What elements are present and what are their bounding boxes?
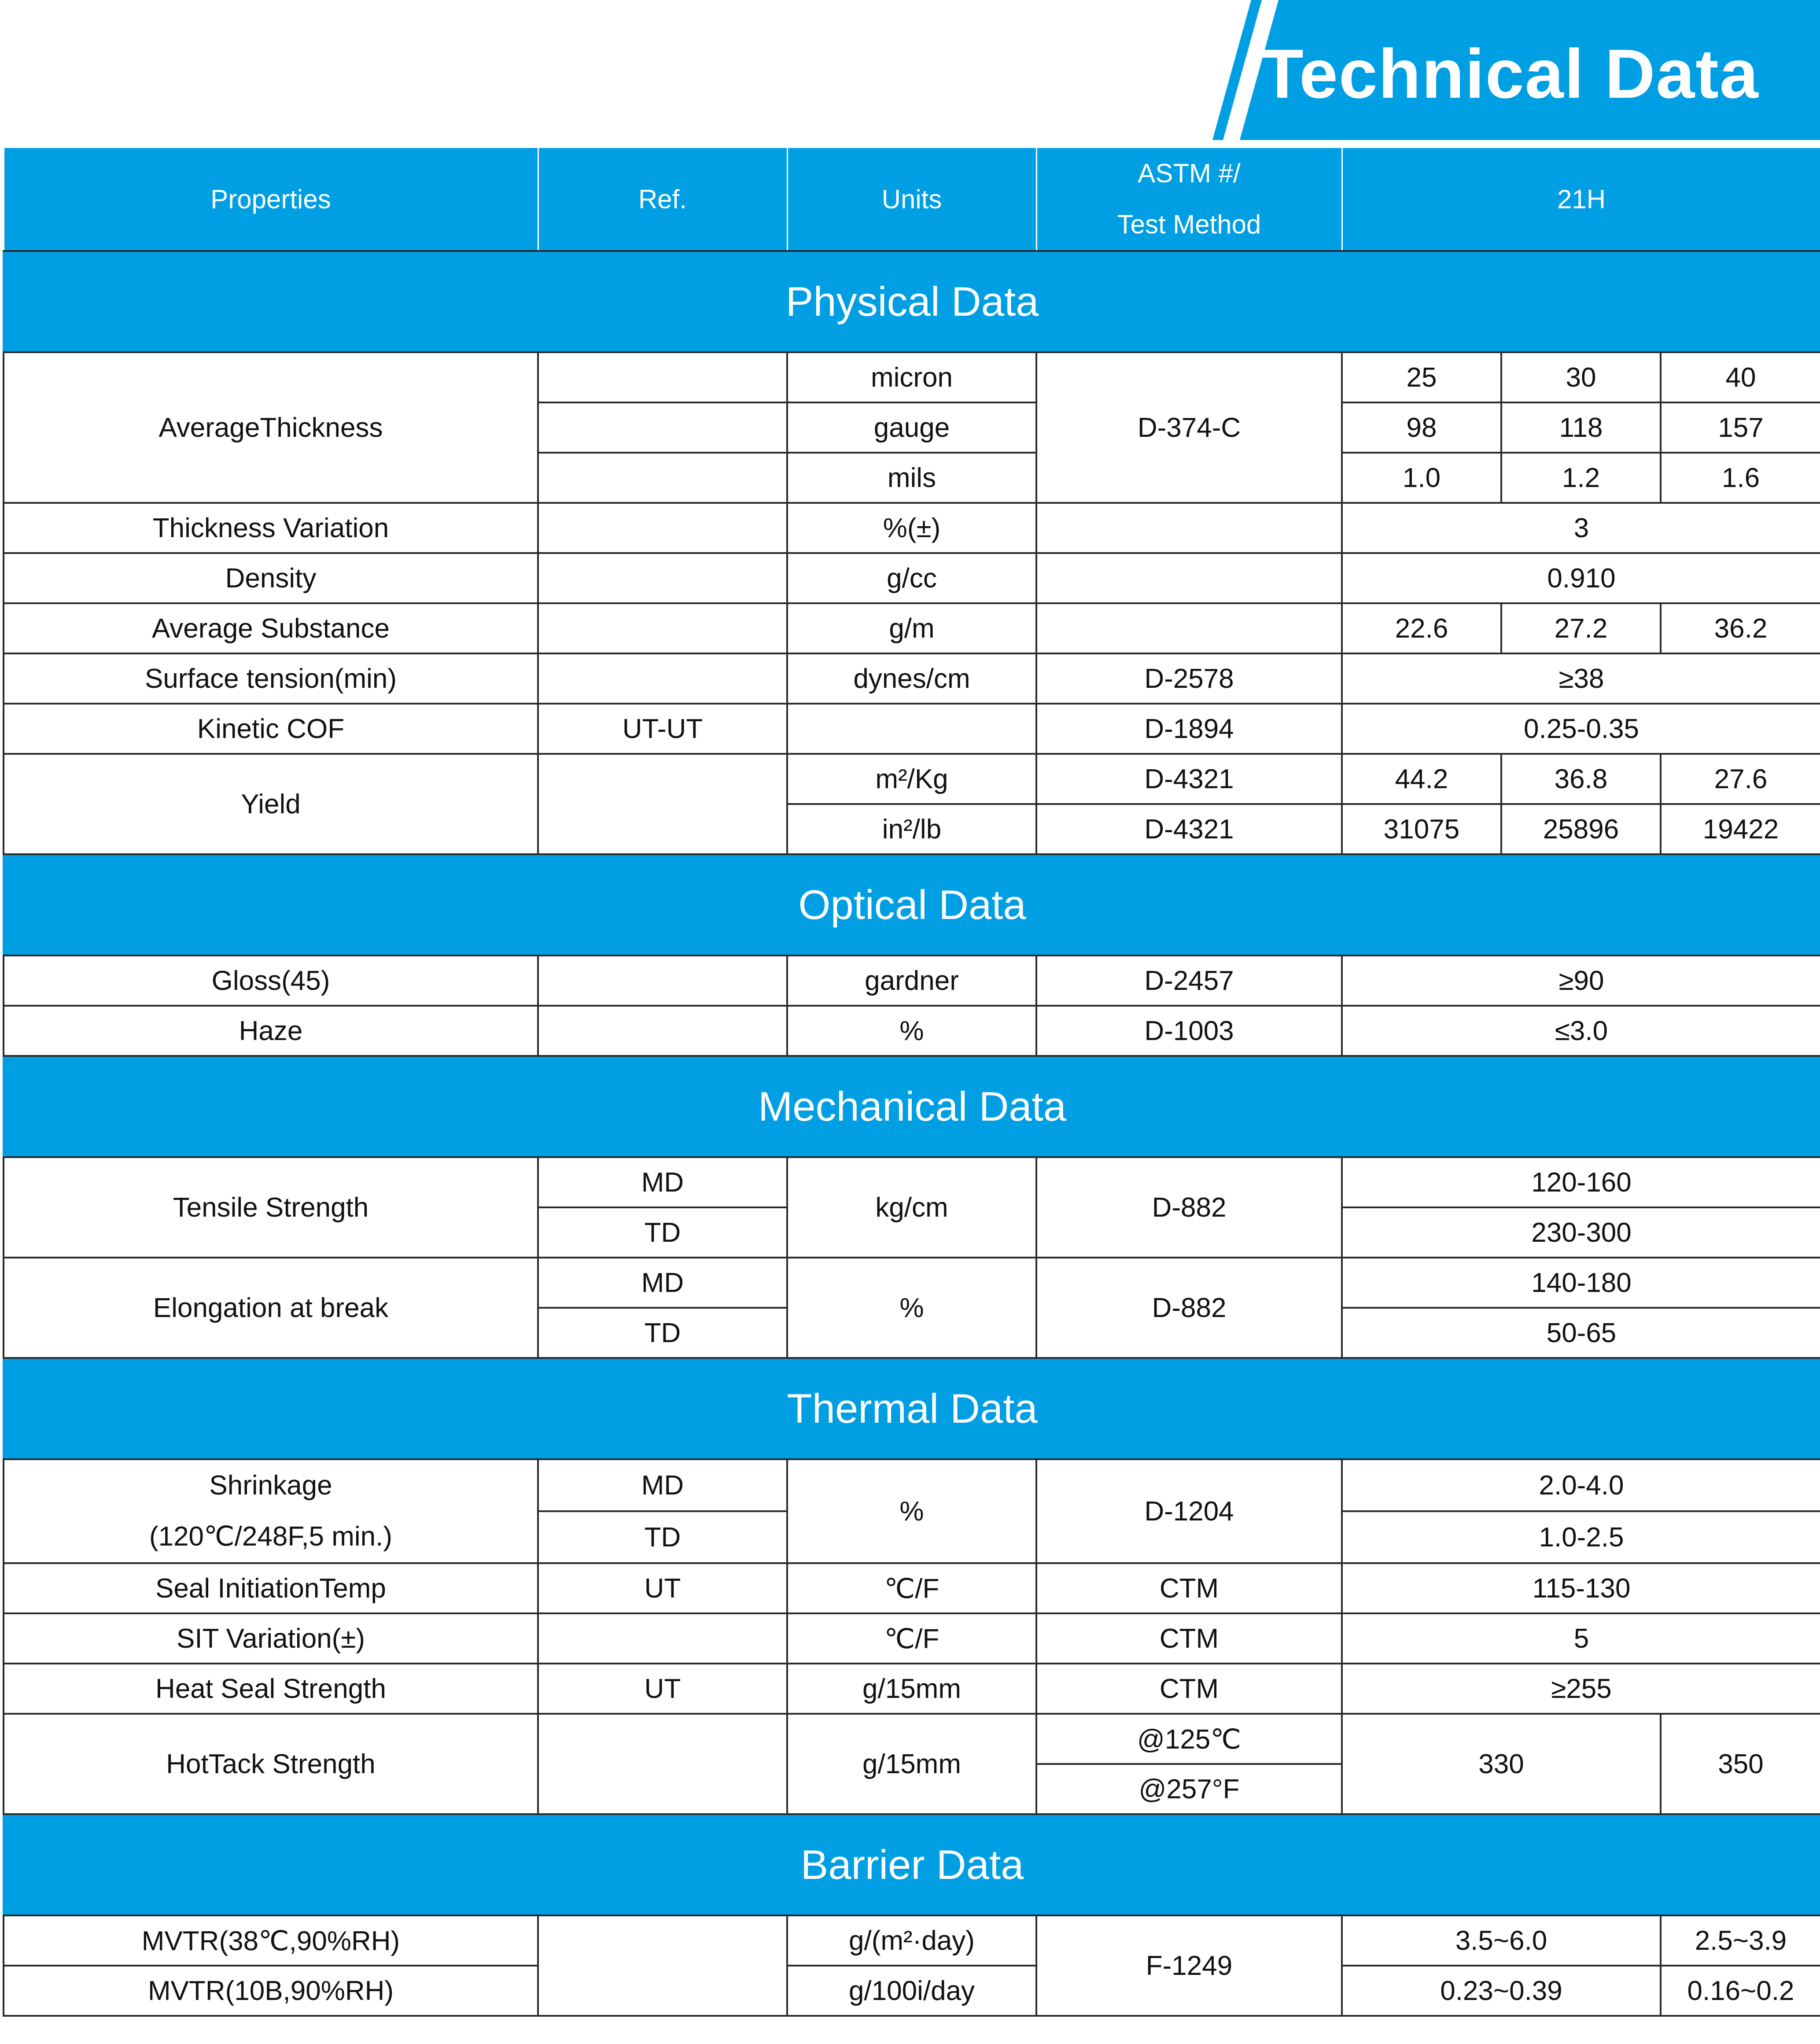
section-title-mechanical: Mechanical Data (4, 1056, 1820, 1157)
method-cell: D-882 (1036, 1157, 1342, 1258)
method-cell (1036, 553, 1342, 603)
method-cell: D-4321 (1036, 754, 1342, 804)
value-cell: 36.8 (1501, 754, 1661, 804)
method-cell: @125℃ (1036, 1714, 1342, 1764)
section-title-thermal: Thermal Data (4, 1358, 1820, 1459)
property-label: Kinetic COF (4, 704, 538, 754)
value-cell: 31075 (1342, 804, 1501, 854)
value-cell: 230-300 (1342, 1207, 1820, 1258)
unit-cell: % (787, 1006, 1036, 1056)
value-cell: 0.25-0.35 (1342, 704, 1820, 754)
value-cell: 44.2 (1342, 754, 1501, 804)
value-cell: 3.5~6.0 (1342, 1915, 1661, 1966)
property-label: Seal InitiationTemp (4, 1563, 538, 1613)
unit-cell: g/(m²·day) (787, 1915, 1036, 1966)
method-cell: D-374-C (1036, 352, 1342, 503)
ref-cell (538, 1613, 787, 1664)
method-cell (1036, 603, 1342, 653)
ref-cell: UT (538, 1563, 787, 1613)
table-row (4, 503, 1820, 553)
method-cell: F-1249 (1036, 1915, 1342, 2016)
value-cell: 330 (1342, 1714, 1661, 1814)
header-units: Units (787, 148, 1036, 251)
value-cell: 25896 (1501, 804, 1661, 854)
ref-cell: TD (538, 1207, 787, 1258)
unit-cell: gauge (787, 402, 1036, 453)
ref-cell (538, 352, 787, 402)
method-cell: CTM (1036, 1563, 1342, 1613)
table-row (4, 1258, 1820, 1308)
property-label: Density (4, 553, 538, 603)
ref-cell (538, 1915, 787, 2016)
method-cell: D-2578 (1036, 653, 1342, 704)
property-label: Elongation at break (4, 1258, 538, 1358)
header-astm-line1: ASTM #/ (1138, 159, 1241, 188)
table-row (4, 553, 1820, 603)
table-row (4, 1613, 1820, 1664)
method-cell: D-1204 (1036, 1459, 1342, 1563)
value-cell: 115-130 (1342, 1563, 1820, 1613)
method-cell: D-882 (1036, 1258, 1342, 1358)
value-cell: 1.2 (1501, 453, 1661, 503)
property-label: SIT Variation(±) (4, 1613, 538, 1664)
value-cell: 1.0-2.5 (1342, 1511, 1820, 1563)
value-cell: 120-160 (1342, 1157, 1820, 1207)
ref-cell (538, 402, 787, 453)
property-label: MVTR(10B,90%RH) (4, 1966, 538, 2016)
section-row-optical (4, 854, 1820, 956)
value-cell: 2.5~3.9 (1661, 1915, 1820, 1966)
value-cell: 140-180 (1342, 1258, 1820, 1308)
value-cell: 22.6 (1342, 603, 1501, 653)
method-cell: D-4321 (1036, 804, 1342, 854)
value-cell: 36.2 (1661, 603, 1820, 653)
table-row (4, 1157, 1820, 1207)
property-label: Tensile Strength (4, 1157, 538, 1258)
method-cell: D-1894 (1036, 704, 1342, 754)
unit-cell: in²/lb (787, 804, 1036, 854)
unit-cell: g/15mm (787, 1714, 1036, 1814)
shrinkage-label-line1: Shrinkage (209, 1470, 332, 1501)
property-label (4, 1459, 538, 1563)
unit-cell (787, 704, 1036, 754)
section-row-barrier (4, 1814, 1820, 1915)
property-label: MVTR(38℃,90%RH) (4, 1915, 538, 1966)
ref-cell: TD (538, 1511, 787, 1563)
property-label: Yield (4, 754, 538, 854)
unit-cell: ℃/F (787, 1613, 1036, 1664)
table-header-row (4, 148, 1820, 251)
property-label: HotTack Strength (4, 1714, 538, 1814)
table-row (4, 1459, 1820, 1511)
property-label: Thickness Variation (4, 503, 538, 553)
value-cell: 50-65 (1342, 1308, 1820, 1358)
property-label: Haze (4, 1006, 538, 1056)
ref-cell (538, 453, 787, 503)
section-row-mechanical (4, 1056, 1820, 1157)
method-cell (1036, 503, 1342, 553)
value-cell: 30 (1501, 352, 1661, 402)
value-cell: ≤3.0 (1342, 1006, 1820, 1056)
unit-cell: ℃/F (787, 1563, 1036, 1613)
table-row (4, 603, 1820, 653)
value-cell: 19422 (1661, 804, 1820, 854)
ref-cell (538, 1714, 787, 1814)
method-cell: @257°F (1036, 1764, 1342, 1814)
unit-cell: g/cc (787, 553, 1036, 603)
method-cell: CTM (1036, 1664, 1342, 1714)
property-label: Heat Seal Strength (4, 1664, 538, 1714)
value-cell: 1.6 (1661, 453, 1820, 503)
value-cell: 25 (1342, 352, 1501, 402)
section-title-barrier: Barrier Data (4, 1814, 1820, 1915)
unit-cell: m²/Kg (787, 754, 1036, 804)
ref-cell: MD (538, 1459, 787, 1511)
property-label: Gloss(45) (4, 956, 538, 1006)
value-cell: 0.910 (1342, 553, 1820, 603)
ref-cell: MD (538, 1258, 787, 1308)
unit-cell: micron (787, 352, 1036, 402)
value-cell: 3 (1342, 503, 1820, 553)
header-astm-line2: Test Method (1117, 210, 1261, 239)
ref-cell (538, 553, 787, 603)
section-title-optical: Optical Data (4, 854, 1820, 956)
table-row (4, 1966, 1820, 2016)
method-cell: CTM (1036, 1613, 1342, 1664)
value-cell: 27.2 (1501, 603, 1661, 653)
value-cell: 5 (1342, 1613, 1820, 1664)
ref-cell (538, 603, 787, 653)
ref-cell (538, 1006, 787, 1056)
value-cell: 0.16~0.2 (1661, 1966, 1820, 2016)
table-row (4, 1563, 1820, 1613)
unit-cell: g/100i/day (787, 1966, 1036, 2016)
value-cell: ≥255 (1342, 1664, 1820, 1714)
ref-cell (538, 956, 787, 1006)
ref-cell: UT-UT (538, 704, 787, 754)
ref-cell (538, 653, 787, 704)
unit-cell: g/m (787, 603, 1036, 653)
unit-cell: % (787, 1258, 1036, 1358)
table-row (4, 1714, 1820, 1764)
ref-cell (538, 754, 787, 854)
property-label: AverageThickness (4, 352, 538, 503)
unit-cell: g/15mm (787, 1664, 1036, 1714)
header-properties: Properties (4, 148, 538, 251)
table-row (4, 754, 1820, 804)
value-cell: ≥90 (1342, 956, 1820, 1006)
header-ref: Ref. (538, 148, 787, 251)
unit-cell: % (787, 1459, 1036, 1563)
section-row-thermal (4, 1358, 1820, 1459)
unit-cell: mils (787, 453, 1036, 503)
table-row (4, 704, 1820, 754)
page-title: Technical Data (1261, 35, 1759, 113)
value-cell: 1.0 (1342, 453, 1501, 503)
value-cell: 98 (1342, 402, 1501, 453)
section-row-physical (4, 251, 1820, 352)
table-row (4, 653, 1820, 704)
header-astm (1036, 148, 1342, 251)
value-cell: ≥38 (1342, 653, 1820, 704)
ref-cell (538, 503, 787, 553)
unit-cell: kg/cm (787, 1157, 1036, 1258)
table-row (4, 956, 1820, 1006)
ref-cell: MD (538, 1157, 787, 1207)
value-cell: 0.23~0.39 (1342, 1966, 1661, 2016)
value-cell: 118 (1501, 402, 1661, 453)
method-cell: D-2457 (1036, 956, 1342, 1006)
shrinkage-label-line2: (120℃/248F,5 min.) (149, 1521, 393, 1552)
value-cell: 2.0-4.0 (1342, 1459, 1820, 1511)
table-row (4, 352, 1820, 402)
title-banner (0, 0, 1820, 145)
method-cell: D-1003 (1036, 1006, 1342, 1056)
unit-cell: dynes/cm (787, 653, 1036, 704)
technical-data-table (3, 147, 1820, 2017)
ref-cell: UT (538, 1664, 787, 1714)
unit-cell: %(±) (787, 503, 1036, 553)
table-row (4, 1664, 1820, 1714)
ref-cell: TD (538, 1308, 787, 1358)
table-row (4, 1006, 1820, 1056)
value-cell: 350 (1661, 1714, 1820, 1814)
value-cell: 27.6 (1661, 754, 1820, 804)
section-title-physical: Physical Data (4, 251, 1820, 352)
property-label: Average Substance (4, 603, 538, 653)
value-cell: 40 (1661, 352, 1820, 402)
value-cell: 157 (1661, 402, 1820, 453)
header-grade: 21H (1342, 148, 1820, 251)
table-row (4, 1915, 1820, 1966)
unit-cell: gardner (787, 956, 1036, 1006)
property-label: Surface tension(min) (4, 653, 538, 704)
